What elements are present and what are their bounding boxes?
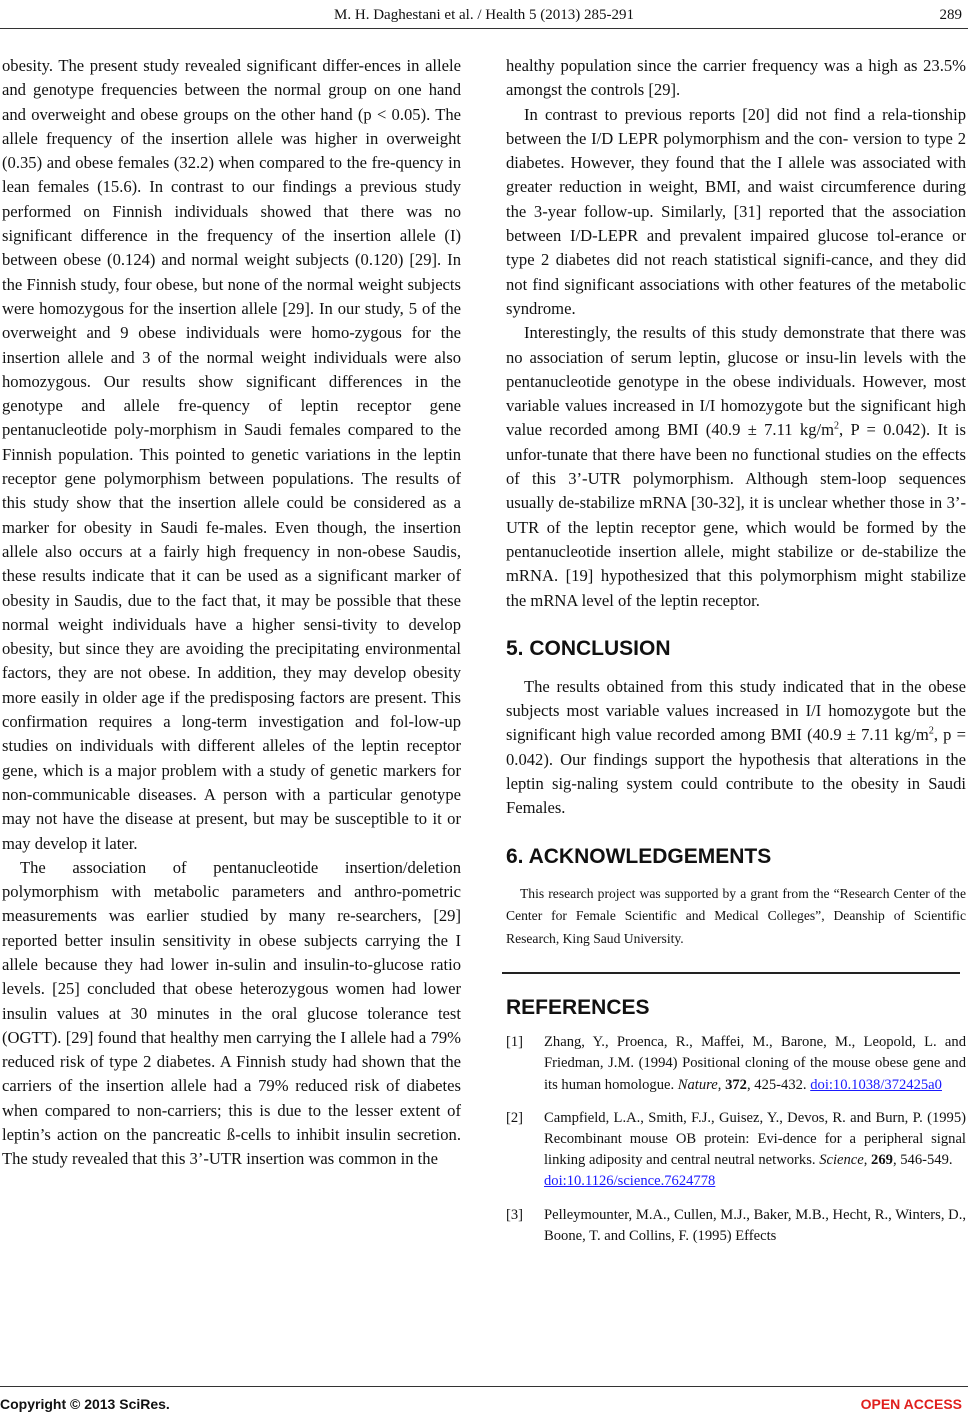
running-header (0, 4, 968, 26)
footer-rule (0, 1386, 968, 1387)
right-column (506, 54, 966, 1259)
reference-pages: , 425-432. (746, 1076, 811, 1093)
reference-doi-link[interactable]: doi:10.1038/372425a0 (810, 1076, 942, 1093)
open-access-label: OPEN ACCESS (860, 1396, 962, 1412)
superscript: 2 (928, 725, 934, 737)
right-paragraph-1: healthy population since the carrier frequency was a high as 23.5% amongst the controls [29]. (506, 56, 966, 100)
reference-volume: 372 (725, 1076, 747, 1093)
reference-pages: , 546-549. (892, 1152, 953, 1169)
right-paragraph-3 (506, 321, 966, 613)
superscript: 2 (834, 420, 840, 432)
references-heading: REFERENCES (506, 996, 650, 1020)
reference-number: [3] (506, 1206, 524, 1223)
right-paragraph-3-part-b: , P = 0.042). It is unfor-tunate that there have been no functional studies on the effects of this 3’-UTR polymorphism. Although stem-loop sequences usually de-stabilize mRNA [30-32], it is unclear whether those in 3’-UTR of the leptin receptor gene, which would be formed by the pentanucleotide insertion allele, might stabilize or de-stabilize the mRNA. [19] hypothesized that this polymorphism might stabilize the mRNA level of the leptin receptor. (506, 420, 967, 610)
conclusion-heading: 5. CONCLUSION (506, 636, 671, 660)
reference-item (506, 1032, 966, 1096)
right-paragraph-3-part-a: Interestingly, the results of this study demonstrate that there was no association of serum leptin, glucose or insu-lin levels with the pentanucleotide genotype in the obese individuals. However, most variable values increased in I/I homozygote but the significant high value recorded among BMI (40.9 ± 7.11 kg/m (506, 323, 966, 440)
reference-volume: 269 (871, 1152, 893, 1169)
reference-number: [1] (506, 1034, 524, 1051)
reference-separator: , (717, 1076, 726, 1093)
reference-item (506, 1108, 966, 1193)
references-divider (502, 972, 960, 974)
acknowledgements-text: This research project was supported by a grant from the “Research Center of the Center for Female Scientific and Medical Colleges”, Deanship of Scientific Research, King Saud University. (506, 885, 966, 946)
reference-journal: Nature (677, 1076, 718, 1093)
left-paragraph-2: The association of pentanucleotide insertion/deletion polymorphism with metabolic parameters and anthro-pometric measurements was earlier studied by many re-searchers, [29] reported better insulin sensitivity in obese subjects carrying the I allele because they had lower in-sulin and insulin-to-glucose ratio levels. [25] concluded that obese heterozygous women had lower insulin values at 30 minutes in the oral glucose tolerance test (OGTT). [29] found that healthy men carrying the I allele had a 79% reduced risk of type 2 diabetes. A Finnish study had shown that the carriers of the insertion allele had a 79% reduced risk of diabetes when compared to non-carriers; this is due to the lesser extent of leptin’s action on the pancreatic ß-cells to inhibit insulin secretion. The study revealed that this 3’-UTR insertion was common in the (2, 857, 461, 1169)
copyright-text: Copyright © 2013 SciRes. (0, 1396, 170, 1412)
acknowledgements-heading: 6. ACKNOWLEDGEMENTS (506, 844, 772, 868)
reference-text: Pelleymounter, M.A., Cullen, M.J., Baker, M.B., Hecht, R., Winters, D., Boone, T. and Collins, F. (1995) Effects (544, 1206, 966, 1244)
reference-separator: , (863, 1152, 872, 1169)
reference-doi-link[interactable]: doi:10.1126/science.7624778 (544, 1173, 716, 1190)
running-title: M. H. Daghestani et al. / Health 5 (2013) 285-291 (334, 7, 634, 23)
header-rule (0, 28, 968, 29)
left-column (2, 54, 461, 1172)
conclusion-part-a: The results obtained from this study indicated that in the obese subjects most variable values increased in I/I homozygote but the significant high value recorded among BMI (40.9 ± 7.11 kg/m (506, 676, 966, 745)
reference-text: Zhang, Y., Proenca, R., Maffei, M., Barone, M., Leopold, L. and Friedman, J.M. (1994) Positional cloning of the mouse obese gene and its human homologue. (544, 1034, 966, 1093)
left-paragraph-1: obesity. The present study revealed significant differ-ences in allele and genotype frequencies between the normal group on one hand and overweight and obese groups on the other hand (p < 0.05). The allele frequency of the insertion allele was higher in overweight (0.35) and obese females (32.2) when compared to the fre-quency in lean females (15.6). In contrast to our findings a previous study performed on Finnish individuals showed that there was no significant difference in the frequency of the insertion allele (I) between obese (0.124) and normal weight subjects (0.120) [29]. In the Finnish study, four obese, but none of the normal weight subjects were homozygous for the insertion allele [29]. In our study, 5 of the overweight and 9 obese individuals were homo-zygous for the insertion allele and 3 of the normal weight individuals were also homozygous. Our results show significant differences in the genotype and allele fre-quency of leptin receptor gene pentanucleotide poly-morphism in Saudi females compared to the Finnish population. This pointed to genetic variations in the leptin receptor gene polymorphism between populations. The results of this study show that the insertion allele could be considered as a marker for obesity in Saudi fe-males. Even though, the insertion allele also occurs at a fairly high frequency in non-obese Saudis, these results indicate that it can be used as a significant marker of obesity in Saudis, due to the fact that, it may be possible that these normal weight individuals have a higher sensi-tivity to develop obesity, but since they are avoiding the precipitating environmental factors, they are not obese. In addition, they may develop obesity more easily in older age if the predisposing factors are present. This confirmation requires a long-term investigation and fol-low-up studies on individuals with different alleles of the leptin receptor gene, which is a major problem with a study of genetic markers for non-communicable diseases. A person with a particular genotype may not have the disease at present, but may be susceptible to it or may develop it later. (2, 56, 461, 853)
conclusion-paragraph (506, 675, 966, 821)
footer (0, 1392, 968, 1416)
reference-number: [2] (506, 1109, 524, 1126)
reference-text: Campfield, L.A., Smith, F.J., Guisez, Y., Devos, R. and Burn, P. (1995) Recombinant mouse OB protein: Evi-dence for a peripheral signal linking adiposity and central neutral networks. (544, 1109, 966, 1169)
reference-item (506, 1205, 966, 1247)
right-paragraph-2: In contrast to previous reports [20] did not find a rela-tionship between the I/D LEPR polymorphism and the con- version to type 2 diabetes. However, they found that the I allele was associated with greater reduction in weight, BMI, and waist circumference during the 3-year follow-up. Similarly, [31] reported that the association between I/D-LEPR and prevalent impaired glucose tol-erance or type 2 diabetes did not reach statistical signifi-cance, and they did not find significant associations with other features of the metabolic syndrome. (506, 104, 966, 318)
page-number: 289 (939, 7, 962, 23)
reference-journal: Science (819, 1152, 864, 1169)
conclusion-part-b: , p = 0.042). Our findings support the hypothesis that alterations in the leptin sig-naling system could contribute to the obesity in Saudi Females. (506, 725, 966, 818)
